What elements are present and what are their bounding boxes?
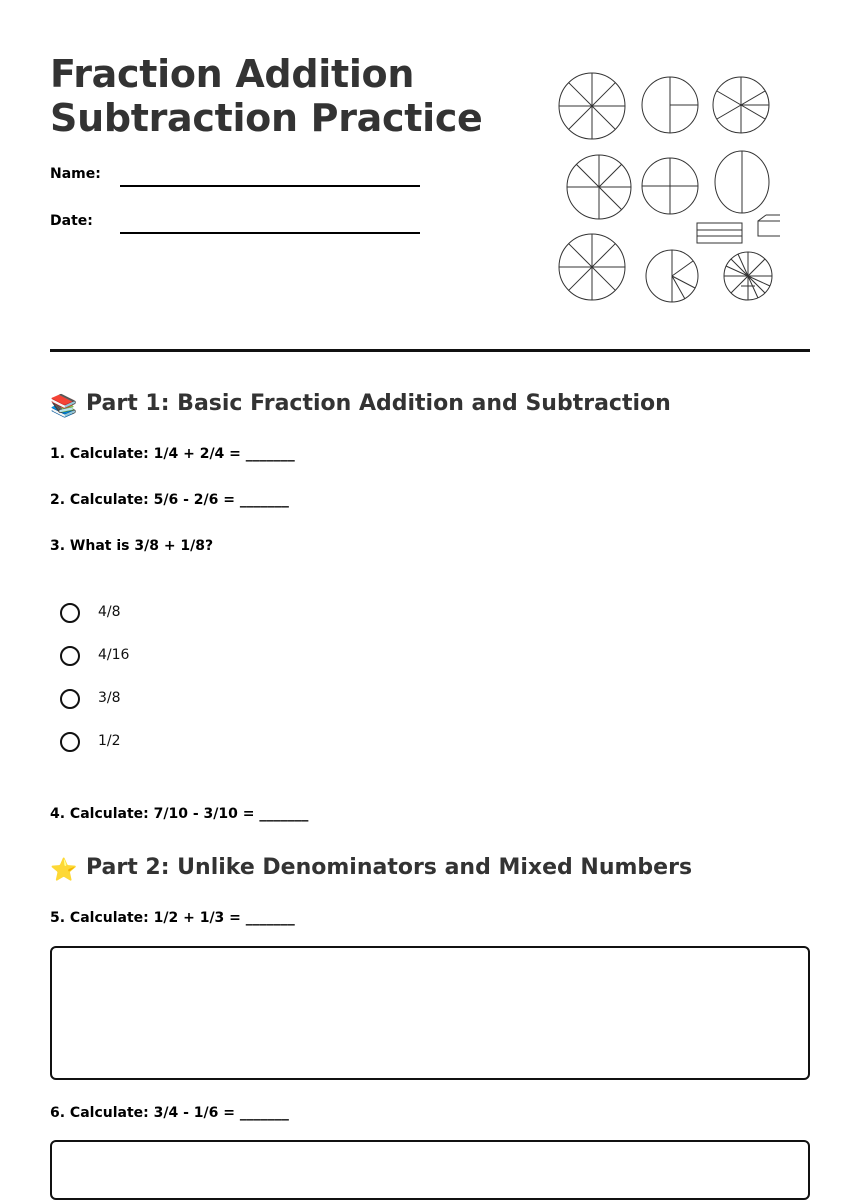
- circle-eighths-icon: [559, 73, 625, 139]
- circle-fifths-icon: [646, 250, 698, 302]
- bar-thirds-icon: [697, 223, 742, 243]
- name-label: Name:: [50, 166, 101, 182]
- title-line-2: Subtraction Practice: [50, 96, 483, 140]
- fraction-circles-icon: [550, 64, 780, 309]
- option-4-radio[interactable]: [60, 732, 80, 752]
- option-4[interactable]: [60, 732, 260, 756]
- answer-box-6[interactable]: [50, 1140, 810, 1200]
- option-4-label: 1/2: [98, 733, 121, 749]
- date-field[interactable]: [50, 213, 430, 237]
- question-3: 3. What is 3/8 + 1/8?: [50, 538, 214, 554]
- title-line-1: Fraction Addition: [50, 52, 415, 96]
- question-6: 6. Calculate: 3/4 - 1/6 = _______: [50, 1105, 289, 1121]
- question-5: 5. Calculate: 1/2 + 1/3 = _______: [50, 910, 295, 926]
- option-3[interactable]: [60, 689, 260, 713]
- part2-heading: [50, 854, 692, 885]
- circle-tenths-icon: [724, 252, 772, 300]
- circle-sixths-icon: [713, 77, 769, 133]
- circle-quarter-icon: [642, 77, 698, 133]
- option-1-radio[interactable]: [60, 603, 80, 623]
- answer-box-5[interactable]: [50, 946, 810, 1080]
- part1-heading: [50, 390, 671, 421]
- page-title: [50, 52, 483, 140]
- oval-halves-icon: [715, 151, 769, 213]
- option-2[interactable]: [60, 646, 260, 670]
- star-icon: ⭐: [50, 858, 78, 883]
- option-1[interactable]: [60, 603, 260, 627]
- option-2-label: 4/16: [98, 647, 130, 663]
- books-icon: 📚: [50, 394, 78, 419]
- circle-eighths-2-icon: [567, 155, 631, 219]
- question-2: 2. Calculate: 5/6 - 2/6 = _______: [50, 492, 289, 508]
- date-label: Date:: [50, 213, 93, 229]
- question-1: 1. Calculate: 1/4 + 2/4 = _______: [50, 446, 295, 462]
- circle-quarters-icon: [642, 158, 698, 214]
- option-1-label: 4/8: [98, 604, 121, 620]
- part1-heading-text: Part 1: Basic Fraction Addition and Subtraction: [86, 391, 671, 416]
- name-line[interactable]: [120, 185, 420, 187]
- option-2-radio[interactable]: [60, 646, 80, 666]
- box-block-icon: [758, 215, 780, 236]
- question-4: 4. Calculate: 7/10 - 3/10 = _______: [50, 806, 309, 822]
- header-divider: [50, 349, 810, 352]
- circle-eighths-3-icon: [559, 234, 625, 300]
- date-line[interactable]: [120, 232, 420, 234]
- part2-heading-text: Part 2: Unlike Denominators and Mixed Numbers: [86, 855, 693, 880]
- option-3-radio[interactable]: [60, 689, 80, 709]
- name-field[interactable]: [50, 166, 430, 190]
- option-3-label: 3/8: [98, 690, 121, 706]
